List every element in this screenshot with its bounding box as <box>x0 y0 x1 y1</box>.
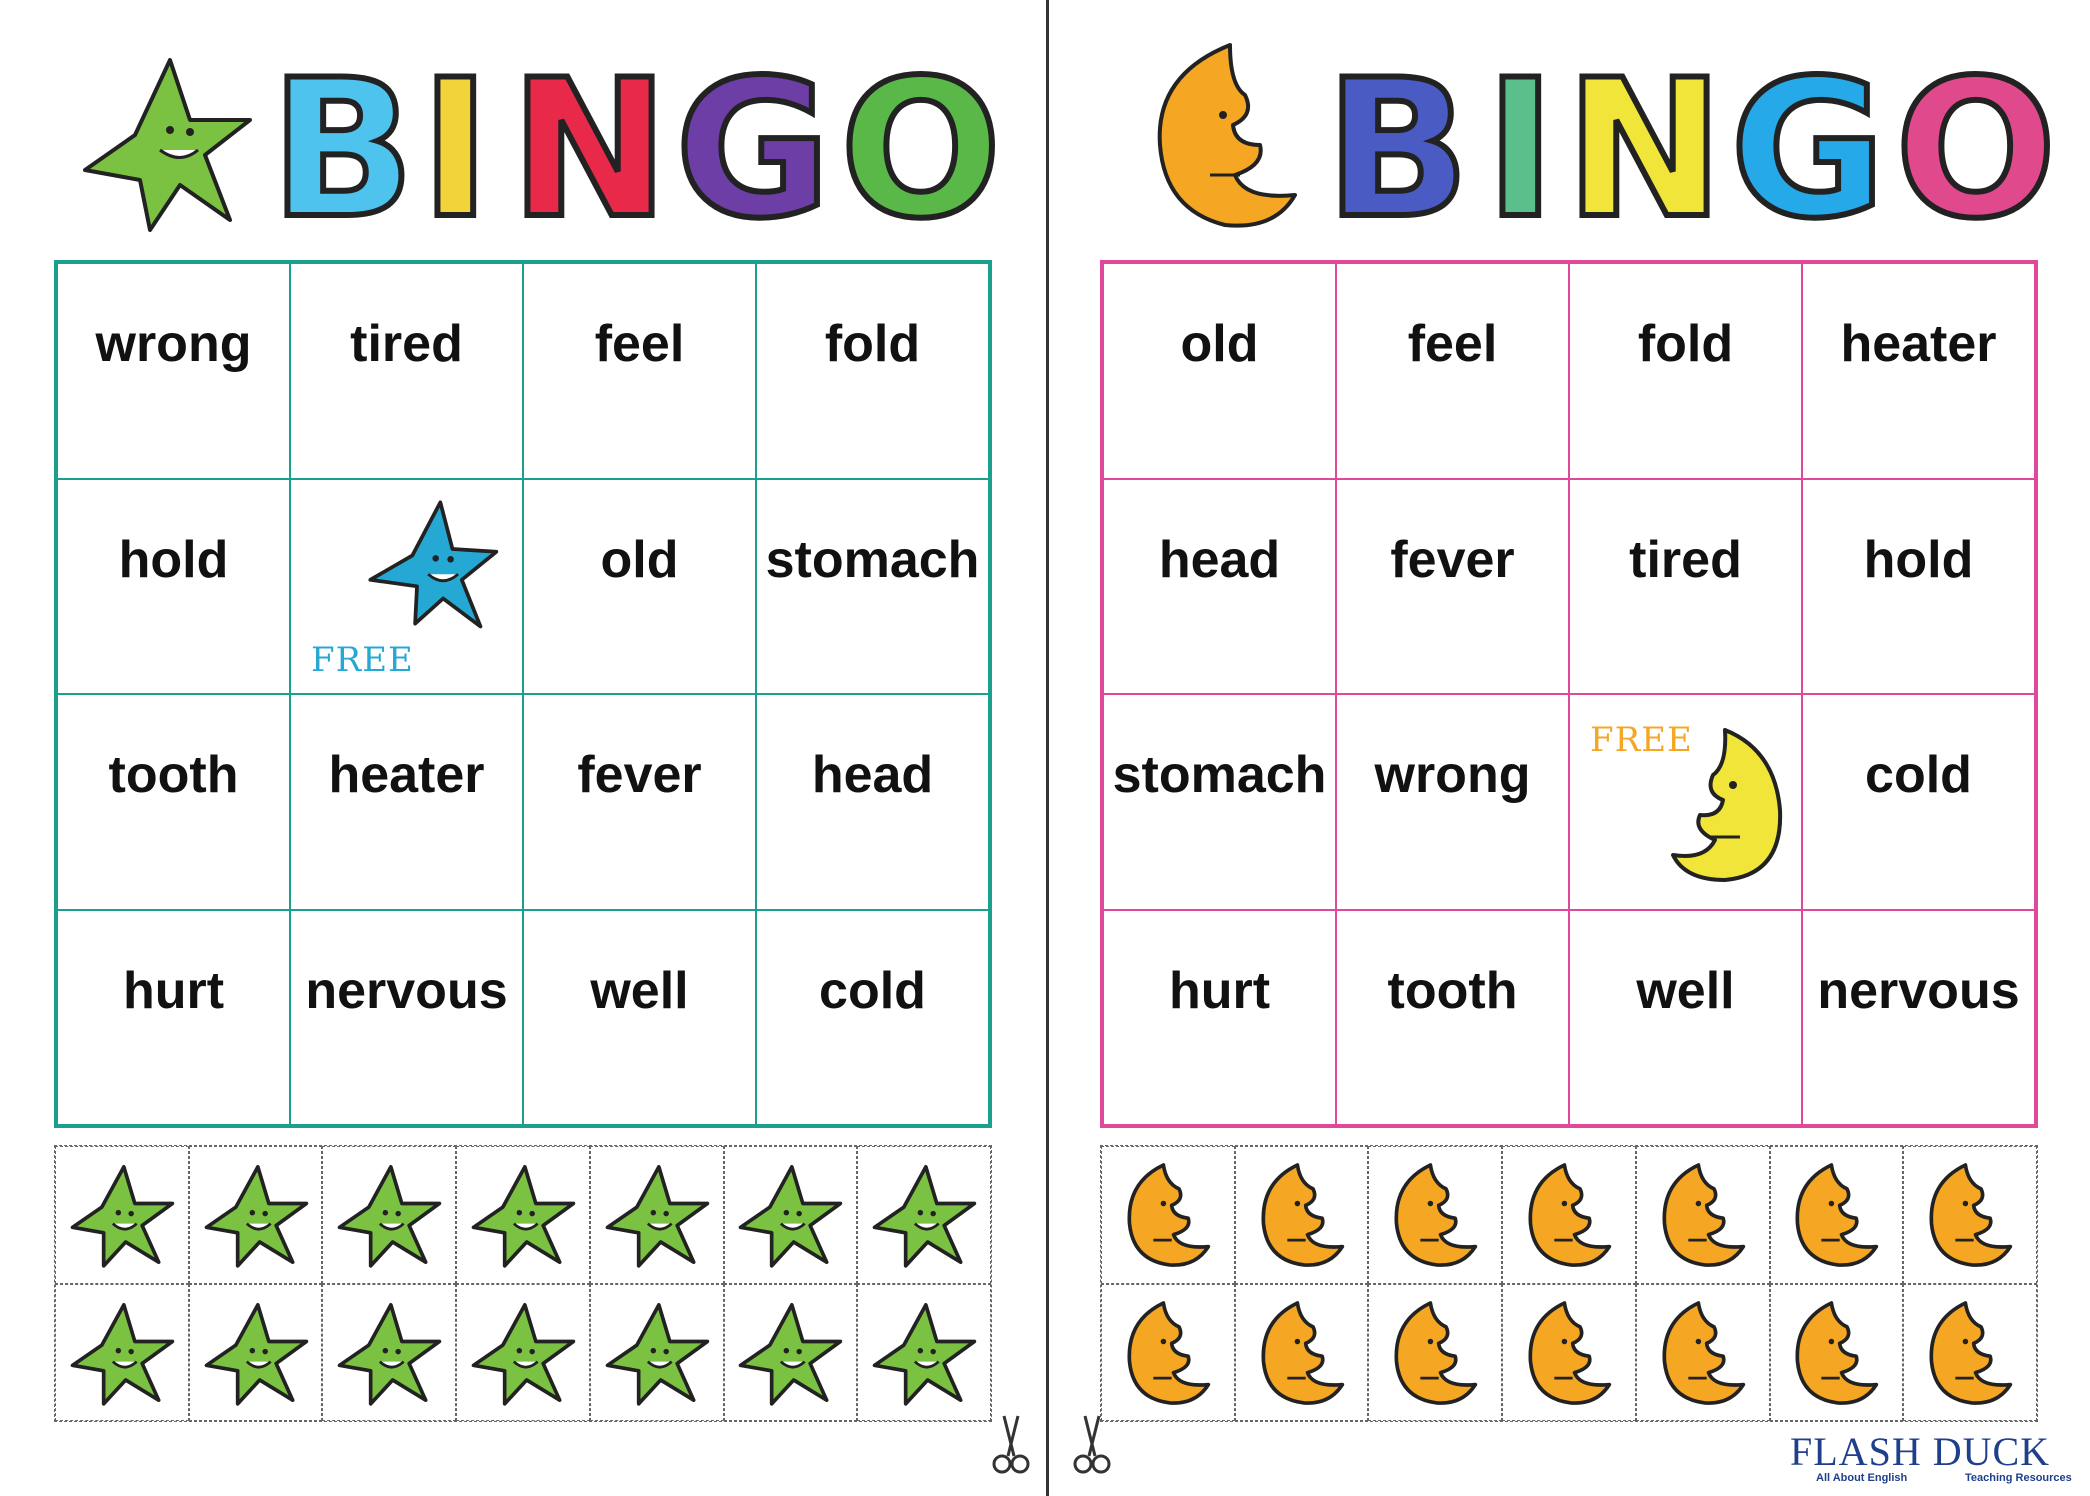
moon-token[interactable] <box>1101 1146 1235 1284</box>
moon-token-icon <box>1648 1295 1758 1410</box>
cell-word: tooth <box>108 746 239 804</box>
cell-word: old <box>1180 315 1259 373</box>
cell-word: well <box>590 961 689 1020</box>
cell-word: nervous <box>305 961 508 1020</box>
moon-token-icon <box>1915 1157 2025 1272</box>
cell-word: head <box>1158 530 1281 589</box>
right-bingo-card <box>1045 0 2090 1496</box>
cell-word: fever <box>577 746 702 804</box>
left-cell-7[interactable] <box>523 479 756 695</box>
cell-word: fold <box>1637 315 1734 373</box>
star-token-icon <box>67 1157 177 1272</box>
cell-word: fever <box>1390 530 1515 589</box>
moon-token-icon <box>1380 1295 1490 1410</box>
cell-word: heater <box>1840 315 1997 373</box>
right-cell-6[interactable] <box>1336 479 1569 695</box>
cell-word: wrong <box>95 315 252 373</box>
moon-token[interactable] <box>1235 1284 1369 1422</box>
star-character-icon <box>85 60 250 230</box>
moon-token-icon <box>1781 1295 1891 1410</box>
cell-word: head <box>811 746 934 804</box>
star-token[interactable] <box>724 1284 858 1422</box>
star-token-icon <box>334 1295 444 1410</box>
moon-token[interactable] <box>1636 1284 1770 1422</box>
cell-word: hurt <box>122 961 225 1020</box>
left-cell-3[interactable] <box>523 263 756 479</box>
star-token[interactable] <box>857 1146 991 1284</box>
left-cell-5[interactable] <box>57 479 290 695</box>
star-token[interactable] <box>55 1284 189 1422</box>
left-cell-14[interactable] <box>290 910 523 1126</box>
letter-n: N <box>510 39 670 250</box>
star-token-icon <box>201 1157 311 1272</box>
moon-token[interactable] <box>1770 1146 1904 1284</box>
star-token-icon <box>869 1295 979 1410</box>
star-token[interactable] <box>322 1146 456 1284</box>
star-token-icon <box>735 1295 845 1410</box>
right-cell-7[interactable] <box>1569 479 1802 695</box>
moon-token[interactable] <box>1502 1146 1636 1284</box>
right-cell-9[interactable] <box>1103 694 1336 910</box>
blue-star-icon <box>361 488 501 638</box>
flash-duck-logo <box>1790 1428 2080 1488</box>
left-bingo-title <box>70 30 1000 250</box>
star-token[interactable] <box>189 1284 323 1422</box>
left-bingo-grid <box>54 260 992 1128</box>
star-token[interactable] <box>456 1146 590 1284</box>
left-cell-11[interactable] <box>523 694 756 910</box>
letter-i: I <box>420 39 491 250</box>
left-cell-15[interactable] <box>523 910 756 1126</box>
cell-word: wrong <box>1374 746 1531 804</box>
moon-token-icon <box>1380 1157 1490 1272</box>
star-token[interactable] <box>857 1284 991 1422</box>
cell-word: heater <box>328 746 485 804</box>
right-cell-4[interactable] <box>1802 263 2035 479</box>
logo-sub-right: Teaching Resources <box>1965 1472 2072 1484</box>
right-cell-15[interactable] <box>1569 910 1802 1126</box>
star-token-icon <box>201 1295 311 1410</box>
moon-token-icon <box>1247 1295 1357 1410</box>
right-cell-1[interactable] <box>1103 263 1336 479</box>
moon-token-icon <box>1247 1157 1357 1272</box>
letter-b: B <box>270 39 415 250</box>
cell-word: fold <box>824 315 921 373</box>
moon-token[interactable] <box>1903 1284 2037 1422</box>
left-cell-4[interactable] <box>756 263 989 479</box>
scissors-icon <box>1071 1412 1113 1476</box>
left-cell-1[interactable] <box>57 263 290 479</box>
cell-word: tooth <box>1387 961 1518 1020</box>
free-label: FREE <box>1590 720 1693 760</box>
left-cell-9[interactable] <box>57 694 290 910</box>
cell-word: cold <box>819 961 926 1020</box>
cell-word: hold <box>118 530 229 589</box>
moon-token-icon <box>1648 1157 1758 1272</box>
moon-token[interactable] <box>1770 1284 1904 1422</box>
right-cell-16[interactable] <box>1802 910 2035 1126</box>
moon-token-icon <box>1514 1157 1624 1272</box>
right-cell-3[interactable] <box>1569 263 1802 479</box>
cell-word: nervous <box>1817 961 2020 1020</box>
right-cell-5[interactable] <box>1103 479 1336 695</box>
star-token-icon <box>735 1157 845 1272</box>
star-token-icon <box>869 1157 979 1272</box>
star-token[interactable] <box>322 1284 456 1422</box>
title-letters <box>270 39 1000 250</box>
moon-token[interactable] <box>1636 1146 1770 1284</box>
moon-token-icon <box>1514 1295 1624 1410</box>
star-token[interactable] <box>55 1146 189 1284</box>
star-bingo-logo <box>70 30 1000 250</box>
star-token-icon <box>602 1157 712 1272</box>
right-cell-13[interactable] <box>1103 910 1336 1126</box>
right-free-space[interactable] <box>1569 694 1802 910</box>
yellow-moon-icon <box>1665 720 1785 890</box>
star-token[interactable] <box>189 1146 323 1284</box>
moon-token[interactable] <box>1235 1146 1369 1284</box>
logo-name: FLASH DUCK <box>1790 1429 2051 1474</box>
letter-g: G <box>1730 39 1886 250</box>
right-token-sheet <box>1100 1145 2038 1422</box>
star-token[interactable] <box>590 1146 724 1284</box>
left-free-space[interactable] <box>290 479 523 695</box>
letter-o: O <box>1895 39 2055 250</box>
star-token-icon <box>602 1295 712 1410</box>
left-cell-16[interactable] <box>756 910 989 1126</box>
title-letters <box>1325 39 2055 250</box>
left-cell-8[interactable] <box>756 479 989 695</box>
free-label: FREE <box>311 639 414 680</box>
logo-sub-left: All About English <box>1816 1472 1908 1484</box>
star-token[interactable] <box>456 1284 590 1422</box>
moon-token[interactable] <box>1502 1284 1636 1422</box>
right-bingo-title <box>1125 30 2055 250</box>
cell-word: hold <box>1863 530 1974 589</box>
right-cell-10[interactable] <box>1336 694 1569 910</box>
cell-word: tired <box>1629 530 1742 589</box>
star-token[interactable] <box>724 1146 858 1284</box>
cell-word: stomach <box>765 530 980 589</box>
star-token-icon <box>468 1157 578 1272</box>
left-cell-13[interactable] <box>57 910 290 1126</box>
moon-token-icon <box>1113 1157 1223 1272</box>
moon-token[interactable] <box>1368 1146 1502 1284</box>
star-token[interactable] <box>590 1284 724 1422</box>
star-token-icon <box>334 1157 444 1272</box>
cell-word: well <box>1636 961 1735 1020</box>
right-cell-8[interactable] <box>1802 479 2035 695</box>
right-cell-2[interactable] <box>1336 263 1569 479</box>
moon-token-icon <box>1113 1295 1223 1410</box>
letter-g: G <box>675 39 831 250</box>
moon-token[interactable] <box>1903 1146 2037 1284</box>
left-cell-2[interactable] <box>290 263 523 479</box>
cell-word: hurt <box>1168 961 1271 1020</box>
left-cell-10[interactable] <box>290 694 523 910</box>
cell-word: feel <box>594 315 685 373</box>
moon-token[interactable] <box>1101 1284 1235 1422</box>
moon-character-icon <box>1160 45 1295 226</box>
cell-word: feel <box>1407 315 1498 373</box>
letter-i: I <box>1485 39 1556 250</box>
moon-token[interactable] <box>1368 1284 1502 1422</box>
cell-word: old <box>600 530 679 589</box>
moon-token-icon <box>1915 1295 2025 1410</box>
right-cell-12[interactable] <box>1802 694 2035 910</box>
left-cell-12[interactable] <box>756 694 989 910</box>
scissors-icon <box>990 1412 1032 1476</box>
star-token-icon <box>67 1295 177 1410</box>
letter-b: B <box>1325 39 1470 250</box>
letter-o: O <box>840 39 1000 250</box>
cell-word: tired <box>350 315 463 373</box>
right-cell-14[interactable] <box>1336 910 1569 1126</box>
right-bingo-grid <box>1100 260 2038 1128</box>
cell-word: cold <box>1865 746 1972 804</box>
left-token-sheet <box>54 1145 992 1422</box>
moon-token-icon <box>1781 1157 1891 1272</box>
moon-bingo-logo <box>1125 30 2055 250</box>
star-token-icon <box>468 1295 578 1410</box>
cell-word: stomach <box>1112 746 1327 804</box>
letter-n: N <box>1565 39 1725 250</box>
